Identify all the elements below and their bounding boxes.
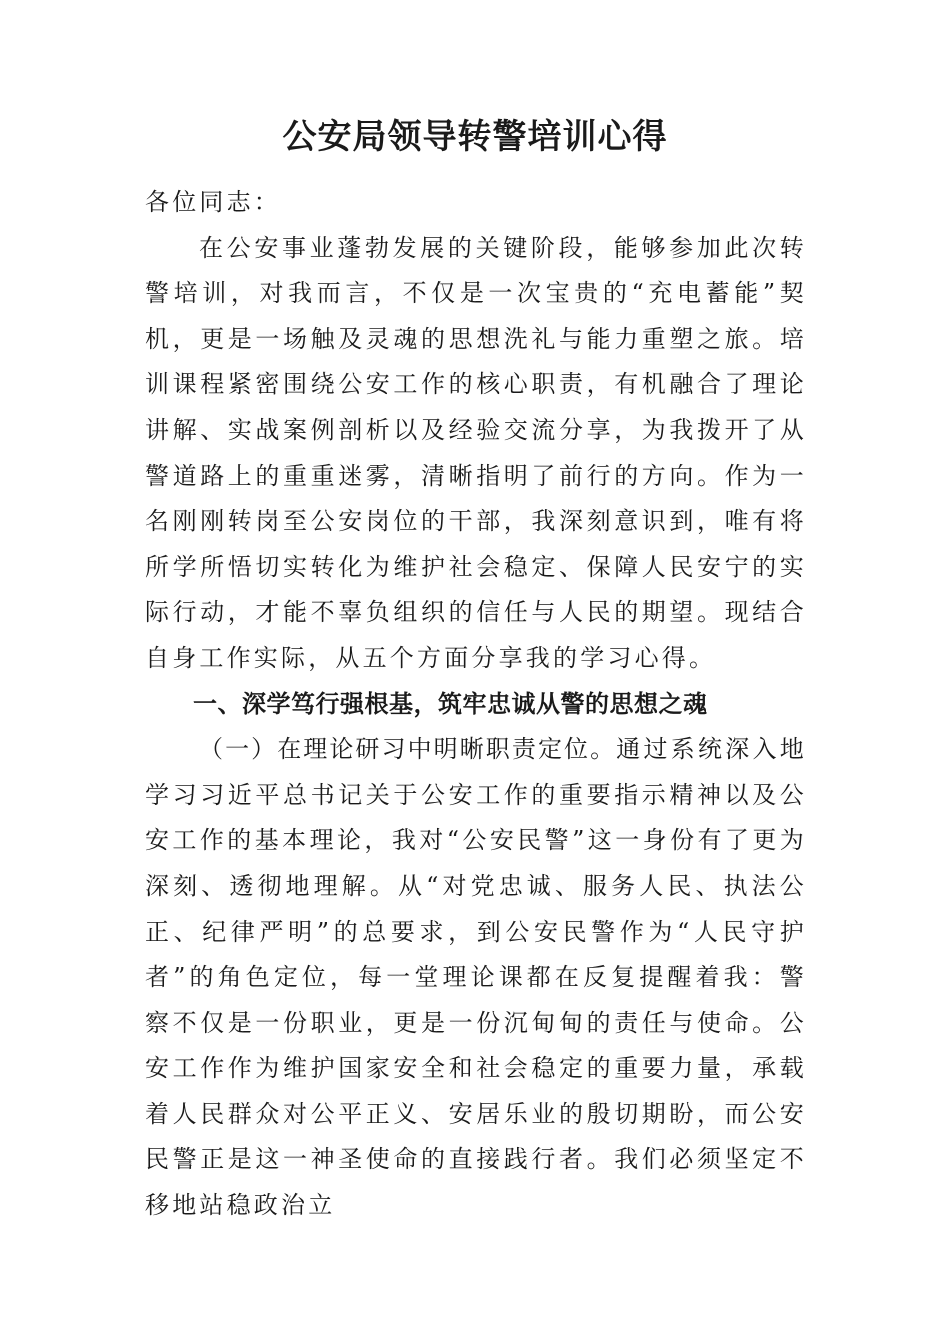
intro-paragraph: 在公安事业蓬勃发展的关键阶段，能够参加此次转警培训，对我而言，不仅是一次宝贵的“充电蓄能”契机，更是一场触及灵魂的思想洗礼与能力重塑之旅。培训课程紧密围绕公安工作的核心职责，有机融合了理论讲解、实战案例剖析以及经验交流分享，为我拨开了从警道路上的重重迷雾，清晰指明了前行的方向。作为一名刚刚转岗至公安岗位的干部，我深刻意识到，唯有将所学所悟切实转化为维护社会稳定、保障人民安宁的实际行动，才能不辜负组织的信任与人民的期望。现结合自身工作实际，从五个方面分享我的学习心得。 <box>145 233 807 672</box>
section-paragraph-1-text: 通过系统深入地学习习近平总书记关于公安工作的重要指示精神以及公安工作的基本理论，我对“公安民警”这一身份有了更为深刻、透彻地理解。从“对党忠诚、服务人民、执法公正、纪律严明”的总要求，到公安民警作为“人民守护者”的角色定位，每一堂理论课都在反复提醒着我：警察不仅是一份职业，更是一份沉甸甸的责任与使命。公安工作作为维护国家安全和社会稳定的重要力量，承载着人民群众对公平正义、安居乐业的殷切期盼，而公安民警正是这一神圣使命的直接践行者。我们必须坚定不移地站稳政治立 <box>145 735 808 1220</box>
sub-heading-1: （一）在理论研习中明晰职责定位。 <box>199 735 617 764</box>
salutation: 各位同志： <box>145 188 281 216</box>
document-title: 公安局领导转警培训心得 <box>282 117 668 157</box>
section-paragraph-1 <box>145 727 807 1229</box>
document-body <box>145 180 807 1229</box>
section-heading-1: 一、深学笃行强根基，筑牢忠诚从警的思想之魂 <box>193 689 708 718</box>
